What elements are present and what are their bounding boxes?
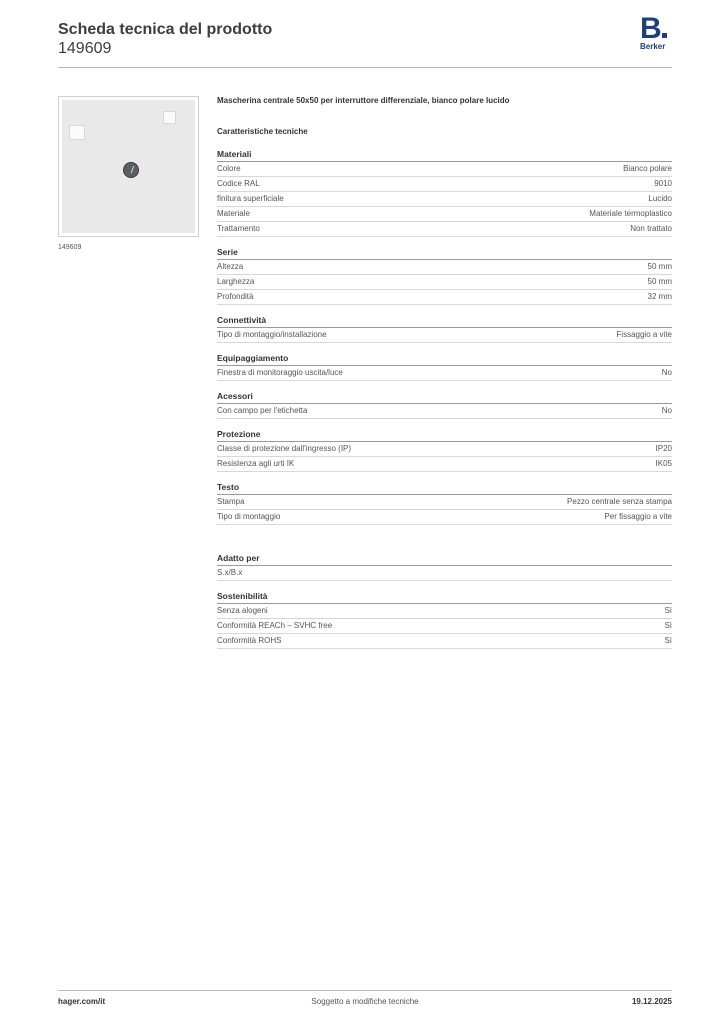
section-title: Sostenibilità bbox=[217, 590, 672, 604]
spec-label: Conformità REACh – SVHC free bbox=[217, 621, 333, 630]
section-title: Testo bbox=[217, 481, 672, 495]
spec-row bbox=[217, 442, 672, 457]
spec-value: No bbox=[661, 406, 672, 415]
spec-value: 9010 bbox=[654, 179, 672, 188]
spec-label: Materiale bbox=[217, 209, 250, 218]
cover-plate bbox=[62, 100, 195, 233]
spec-row bbox=[217, 604, 672, 619]
image-caption: 149609 bbox=[58, 244, 82, 251]
spec-value: IK05 bbox=[655, 459, 672, 468]
spec-row bbox=[217, 457, 672, 472]
product-code: 149609 bbox=[58, 40, 112, 57]
berker-b-icon: B bbox=[640, 16, 674, 42]
spec-value: Per fissaggio a vite bbox=[604, 512, 672, 521]
section-title: Equipaggiamento bbox=[217, 352, 672, 366]
spec-row bbox=[217, 495, 672, 510]
section-title: Adatto per bbox=[217, 552, 672, 566]
spec-row bbox=[217, 366, 672, 381]
spec-section bbox=[217, 590, 672, 649]
specs-heading: Caratteristiche tecniche bbox=[217, 127, 308, 136]
header-divider bbox=[58, 67, 672, 68]
spec-label: Conformità ROHS bbox=[217, 636, 282, 645]
spec-sections bbox=[217, 148, 672, 649]
spec-value: 50 mm bbox=[647, 262, 672, 271]
spec-row bbox=[217, 275, 672, 290]
footer-divider bbox=[58, 990, 672, 991]
spec-value: Sì bbox=[664, 621, 672, 630]
brand-name: Berker bbox=[640, 42, 666, 51]
spec-row bbox=[217, 404, 672, 419]
product-image bbox=[58, 96, 199, 237]
spec-content bbox=[217, 92, 672, 649]
spec-row bbox=[217, 566, 672, 581]
spec-label: Con campo per l'etichetta bbox=[217, 406, 308, 415]
document-header bbox=[58, 20, 272, 58]
spec-label: Trattamento bbox=[217, 224, 260, 233]
spec-row bbox=[217, 192, 672, 207]
spec-value: Materiale termoplastico bbox=[589, 209, 672, 218]
spec-value: Fissaggio a vite bbox=[616, 330, 672, 339]
spec-row bbox=[217, 207, 672, 222]
section-title: Connettività bbox=[217, 314, 672, 328]
spec-section bbox=[217, 390, 672, 419]
product-description: Mascherina centrale 50x50 per interruttore differenziale, bianco polare lucido bbox=[217, 96, 510, 105]
spec-row bbox=[217, 619, 672, 634]
spec-row bbox=[217, 510, 672, 525]
spec-value: IP20 bbox=[655, 444, 672, 453]
footer-website: hager.com/it bbox=[58, 997, 106, 1006]
document-title: Scheda tecnica del prodotto bbox=[58, 21, 273, 38]
spec-label: Senza alogeni bbox=[217, 606, 268, 615]
brand-logo bbox=[640, 12, 674, 52]
spec-row bbox=[217, 634, 672, 649]
plate-window-icon bbox=[69, 125, 85, 140]
spec-label: Larghezza bbox=[217, 277, 255, 286]
spec-value: Sì bbox=[664, 636, 672, 645]
spec-row bbox=[217, 222, 672, 237]
spec-label: Altezza bbox=[217, 262, 244, 271]
spec-label: Finestra di monitoraggio uscita/luce bbox=[217, 368, 343, 377]
section-title: Serie bbox=[217, 246, 672, 260]
spec-label: Profondità bbox=[217, 292, 254, 301]
footer-note: Soggetto a modifiche tecniche bbox=[311, 997, 419, 1006]
section-title: Materiali bbox=[217, 148, 672, 162]
spec-label: Tipo di montaggio bbox=[217, 512, 281, 521]
spec-section bbox=[217, 552, 672, 581]
spec-label: S.x/B.x bbox=[217, 568, 243, 577]
spec-label: Tipo di montaggio/installazione bbox=[217, 330, 327, 339]
spec-value: 32 mm bbox=[647, 292, 672, 301]
spec-section bbox=[217, 314, 672, 343]
spec-value: Lucido bbox=[648, 194, 672, 203]
section-title: Protezione bbox=[217, 428, 672, 442]
spec-value: Bianco polare bbox=[623, 164, 672, 173]
spec-label: Colore bbox=[217, 164, 241, 173]
spec-row bbox=[217, 177, 672, 192]
spec-value: Sì bbox=[664, 606, 672, 615]
spec-section bbox=[217, 481, 672, 525]
spec-label: Codice RAL bbox=[217, 179, 260, 188]
spec-section bbox=[217, 428, 672, 472]
spec-row bbox=[217, 260, 672, 275]
footer-date: 19.12.2025 bbox=[631, 997, 672, 1006]
spec-section bbox=[217, 148, 672, 237]
spec-row bbox=[217, 290, 672, 305]
spec-row bbox=[217, 162, 672, 177]
spec-label: finitura superficiale bbox=[217, 194, 284, 203]
spec-value: 50 mm bbox=[647, 277, 672, 286]
plate-window-icon bbox=[163, 111, 176, 124]
spec-section bbox=[217, 352, 672, 381]
spec-value: Non trattato bbox=[630, 224, 672, 233]
spec-value: Pezzo centrale senza stampa bbox=[567, 497, 672, 506]
spec-value: No bbox=[661, 368, 672, 377]
indicator-lens-icon bbox=[123, 162, 139, 178]
section-title: Acessori bbox=[217, 390, 672, 404]
spec-row bbox=[217, 328, 672, 343]
spec-section bbox=[217, 246, 672, 305]
spec-label: Classe di protezione dall'ingresso (IP) bbox=[217, 444, 352, 453]
spec-label: Resistenza agli urti IK bbox=[217, 459, 295, 468]
spec-label: Stampa bbox=[217, 497, 245, 506]
